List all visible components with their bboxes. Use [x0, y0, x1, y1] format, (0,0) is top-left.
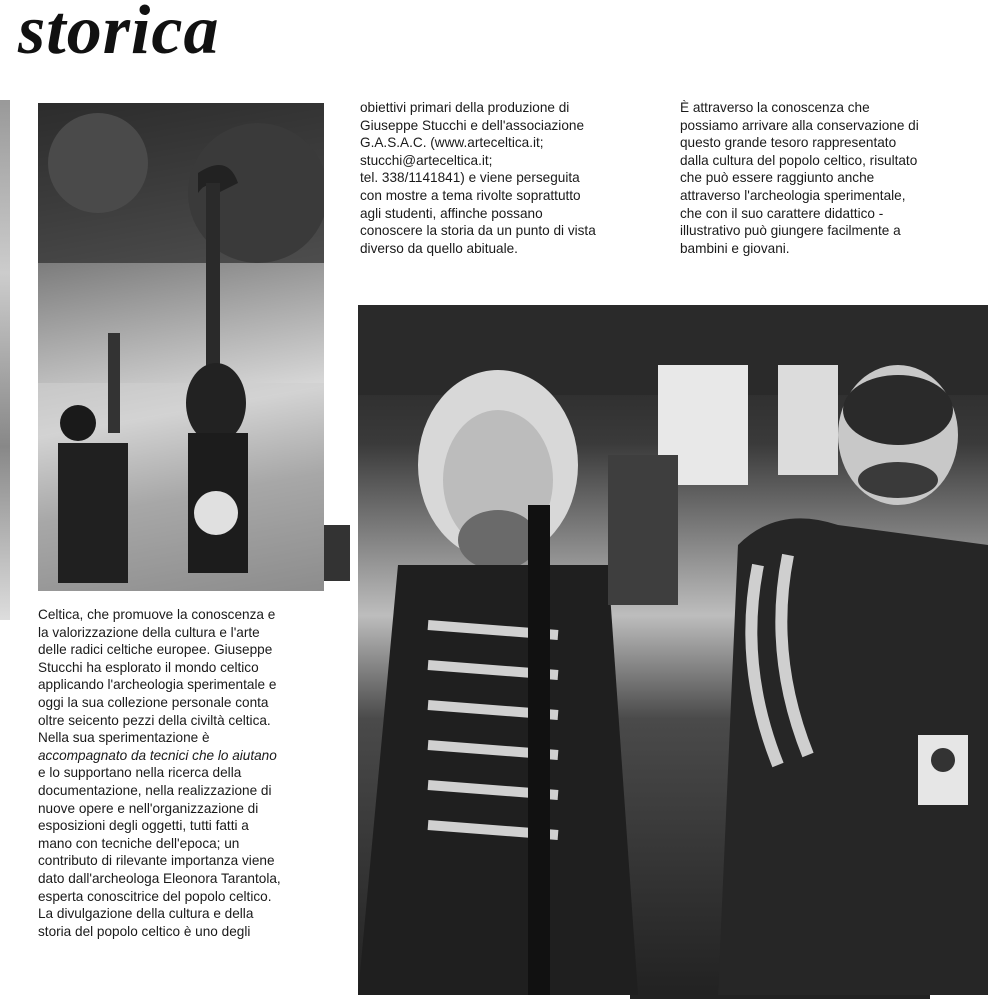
- text-line: dato dall'archeologa Eleonora Tarantola,: [38, 870, 281, 886]
- text-line: stucchi@arteceltica.it;: [360, 152, 493, 168]
- text-column-2: [360, 99, 596, 257]
- text-line: contributo di rilevante importanza viene: [38, 853, 275, 869]
- text-line: attraverso l'archeologia sperimentale,: [680, 187, 906, 203]
- text-line: la valorizzazione della cultura e l'arte: [38, 624, 260, 640]
- text-line: dalla cultura del popolo celtico, risultato: [680, 152, 918, 168]
- text-line: oggi la sua collezione personale conta: [38, 694, 269, 710]
- text-line: questo grande tesoro rappresentato: [680, 135, 897, 151]
- text-line: illustrativo può giungere facilmente a: [680, 223, 901, 239]
- text-line: applicando l'archeologia sperimentale e: [38, 677, 277, 693]
- headline: storica: [18, 0, 220, 69]
- photo-children-drawing: [38, 103, 324, 591]
- text-line: agli studenti, affinche possano: [360, 205, 543, 221]
- text-line: La divulgazione della cultura e della: [38, 906, 254, 922]
- text-line: esposizioni degli oggetti, tutti fatti a: [38, 818, 249, 834]
- text-line: obiettivi primari della produzione di: [360, 100, 570, 115]
- photo-two-men-drawing: [358, 305, 988, 995]
- text-line: Nella sua sperimentazione è: [38, 730, 210, 746]
- text-line: esperta conoscitrice del popolo celtico.: [38, 888, 272, 904]
- scan-mark-left: [0, 100, 10, 620]
- scan-mark-right: [324, 525, 350, 581]
- text-line: È attraverso la conoscenza che: [680, 100, 870, 115]
- text-line: conoscere la storia da un punto di vista: [360, 223, 596, 239]
- text-line: e lo supportano nella ricerca della: [38, 765, 242, 781]
- text-line: diverso da quello abituale.: [360, 240, 518, 256]
- photo-two-men: [358, 305, 988, 995]
- text-line: Celtica, che promuove la conoscenza e: [38, 607, 276, 622]
- text-line: storia del popolo celtico è uno degli: [38, 923, 251, 939]
- text-line: documentazione, nella realizzazione di: [38, 782, 272, 798]
- text-column-1: [38, 606, 281, 940]
- text-line: possiamo arrivare alla conservazione di: [680, 117, 919, 133]
- text-line: oltre seicento pezzi della civiltà celtica.: [38, 712, 271, 728]
- text-line: che può essere raggiunto anche: [680, 170, 875, 186]
- text-line: che con il suo carattere didattico -: [680, 205, 884, 221]
- text-line: delle radici celtiche europee. Giuseppe: [38, 642, 273, 658]
- photo-children: [38, 103, 324, 591]
- text-column-3: [680, 99, 919, 257]
- text-line: tel. 338/1141841) e viene perseguita: [360, 170, 580, 186]
- text-line: mano con tecniche dell'epoca; un: [38, 835, 240, 851]
- text-line: Giuseppe Stucchi e dell'associazione: [360, 117, 585, 133]
- text-line: bambini e giovani.: [680, 240, 790, 256]
- text-line: nuove opere e nell'organizzazione di: [38, 800, 259, 816]
- text-line: accompagnato da tecnici che lo aiutano: [38, 747, 277, 763]
- text-line: Stucchi ha esplorato il mondo celtico: [38, 659, 259, 675]
- text-line: con mostre a tema rivolte soprattutto: [360, 187, 581, 203]
- text-line: G.A.S.A.C. (www.arteceltica.it;: [360, 135, 544, 151]
